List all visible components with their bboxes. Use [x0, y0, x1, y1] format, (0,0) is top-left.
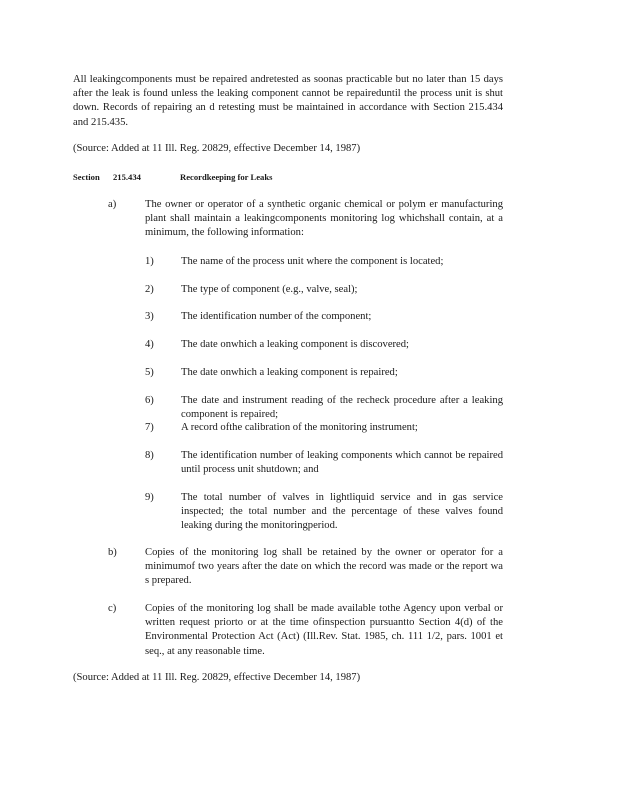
subsection-marker: c) [108, 603, 117, 614]
list-item-text: The total number of valves in lightliquid service and in gas service inspected; the total number and the percentage of these valves found leaking during the monitoringperiod. [181, 492, 503, 532]
section-label: Section [73, 172, 100, 182]
list-item-text: The name of the process unit where the component is located; [181, 256, 444, 267]
list-item-text: The identification number of the component; [181, 311, 372, 322]
source-note: (Source: Added at 11 Ill. Reg. 20829, effective December 14, 1987) [73, 143, 361, 154]
section-title: Recordkeeping for Leaks [180, 172, 273, 182]
list-item-text: The identification number of leaking components which cannot be repaired until process unit shutdown; and [181, 450, 503, 476]
list-item-text: The date onwhich a leaking component is repaired; [181, 367, 398, 378]
source-note: (Source: Added at 11 Ill. Reg. 20829, effective December 14, 1987) [73, 672, 361, 683]
list-item-text: A record ofthe calibration of the monitoring instrument; [181, 422, 418, 433]
list-item-number: 2) [145, 284, 154, 295]
list-item-text: The type of component (e.g., valve, seal); [181, 284, 358, 295]
subsection-text: Copies of the monitoring log shall be made available tothe Agency upon verbal or written request priorto or at the time ofinspection pursuantto Section 4(d) of the Environmental Protection Act (Act) (Ill.Rev. Stat. 1985, ch. 111 1/2, pars. 1001 et seq., at any reasonable time. [145, 603, 503, 657]
list-item-number: 9) [145, 492, 154, 503]
intro-paragraph: All leakingcomponents must be repaired andretested as soonas practicable but no later than 15 days after the leak is found unless the leaking component cannot be repaireduntil the process unit is shut down. Records of repairing an d retesting must be maintained in accordance with Section 215.434 and 215.435. [73, 74, 503, 128]
list-item-number: 4) [145, 339, 154, 350]
list-item-text: The date onwhich a leaking component is discovered; [181, 339, 409, 350]
subsection-text: Copies of the monitoring log shall be retained by the owner or operator for a minimumof two years after the date on which the record was made or the report wa s prepared. [145, 547, 503, 587]
subsection-marker: b) [108, 547, 117, 558]
subsection-marker: a) [108, 199, 117, 210]
list-item-number: 7) [145, 422, 154, 433]
list-item-number: 8) [145, 450, 154, 461]
list-item-number: 6) [145, 395, 154, 406]
subsection-text: The owner or operator of a synthetic organic chemical or polym er manufacturing plant shall maintain a leakingcomponents monitoring log whichshall contain, at a minimum, the following information: [145, 199, 503, 239]
list-item-number: 3) [145, 311, 154, 322]
section-number: 215.434 [113, 172, 141, 182]
list-item-number: 1) [145, 256, 154, 267]
list-item-number: 5) [145, 367, 154, 378]
list-item-text: The date and instrument reading of the recheck procedure after a leaking component is repaired; [181, 395, 503, 421]
